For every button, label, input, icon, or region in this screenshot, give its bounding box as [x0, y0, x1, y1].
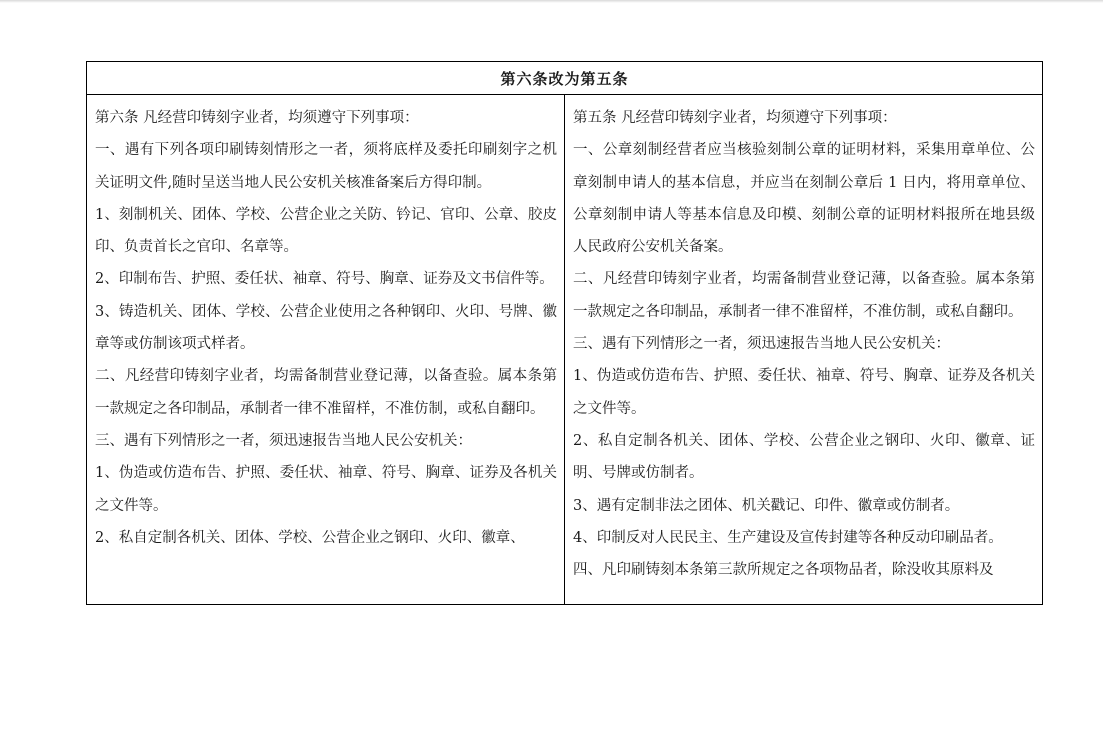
article-paragraph: 3、遇有定制非法之团体、机关戳记、印件、徽章或仿制者。 [573, 497, 960, 514]
article-paragraph: 1、伪造或仿造布告、护照、委任状、袖章、符号、胸章、证券及各机关之文件等。 [95, 465, 557, 514]
article-paragraph: 三、遇有下列情形之一者，须迅速报告当地人民公安机关： [95, 432, 472, 449]
article-paragraph: 四、凡印刷铸刻本条第三款所规定之各项物品者，除没收其原料及 [573, 562, 994, 579]
table-title: 第六条改为第五条 [87, 62, 1042, 95]
article-paragraph: 一、遇有下列各项印刷铸刻情形之一者，须将底样及委托印刷刻字之机关证明文件,随时呈送当地人民公安机关核准备案后方得印制。 [95, 142, 557, 191]
article-paragraph: 二、凡经营印铸刻字业者，均需备制营业登记薄，以备查验。属本条第一款规定之各印制品，承制者一律不准留样，不准仿制，或私自翻印。 [573, 271, 1035, 320]
article-paragraph: 1、刻制机关、团体、学校、公营企业之关防、钤记、官印、公章、胶皮印、负责首长之官印、名章等。 [95, 206, 557, 256]
article-paragraph: 一、公章刻制经营者应当核验刻制公章的证明材料，采集用章单位、公章刻制申请人的基本信息，并应当在刻制公章后 1 日内，将用章单位、公章刻制申请人等基本信息及印模、刻制公章的证明材料报所在地县级人民政府公安机关备案。 [573, 142, 1035, 256]
article-paragraph: 2、私自定制各机关、团体、学校、公营企业之钢印、火印、徽章、 [95, 529, 525, 546]
page-top-edge [0, 0, 1103, 3]
revised-article-column [565, 95, 1042, 605]
article-paragraph: 三、遇有下列情形之一者，须迅速报告当地人民公安机关： [573, 336, 950, 353]
table-body [87, 95, 1042, 605]
comparison-table [86, 61, 1043, 605]
article-paragraph: 1、伪造或仿造布告、护照、委任状、袖章、符号、胸章、证券及各机关之文件等。 [573, 368, 1035, 417]
article-paragraph: 二、凡经营印铸刻字业者，均需备制营业登记薄，以备查验。属本条第一款规定之各印制品，承制者一律不准留样，不准仿制，或私自翻印。 [95, 368, 557, 417]
original-article-column [87, 95, 565, 605]
article-paragraph: 3、铸造机关、团体、学校、公营企业使用之各种钢印、火印、号牌、徽章等或仿制该项式样者。 [95, 303, 557, 353]
article-paragraph: 第六条 凡经营印铸刻字业者，均须遵守下列事项： [95, 110, 419, 126]
article-paragraph: 2、印制布告、护照、委任状、袖章、符号、胸章、证券及文书信件等。 [95, 271, 554, 288]
article-paragraph: 第五条 凡经营印铸刻字业者，均须遵守下列事项： [573, 110, 897, 126]
article-paragraph: 2、私自定制各机关、团体、学校、公营企业之钢印、火印、徽章、证明、号牌或仿制者。 [573, 432, 1035, 482]
article-paragraph: 4、印制反对人民民主、生产建设及宣传封建等各种反动印刷品者。 [573, 529, 1003, 546]
